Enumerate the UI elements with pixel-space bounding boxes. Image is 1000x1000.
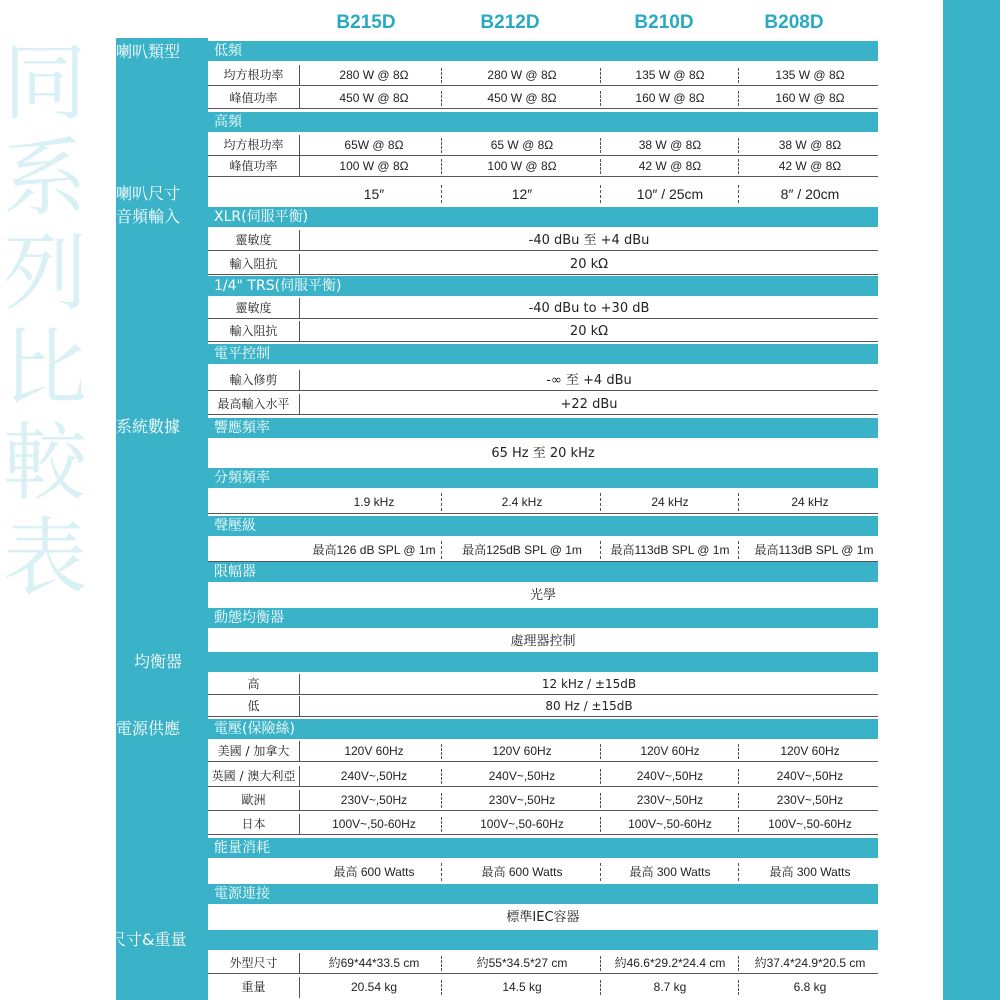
section-crossover: 分頻頻率 [208, 468, 878, 488]
column-divider [600, 793, 601, 808]
cell: 20 kΩ [569, 257, 609, 272]
table-row [208, 88, 878, 109]
section-voltage: 電壓(保險絲) [208, 719, 878, 739]
cell: 230V~,50Hz [340, 793, 408, 807]
cell: 2.4 kHz [501, 495, 543, 509]
column-divider [441, 956, 442, 971]
row-label-uk: 英國 / 澳大利亞 [208, 766, 300, 787]
table-row [208, 230, 878, 251]
table-row [208, 860, 878, 884]
cell: 100 W @ 8Ω [487, 159, 557, 173]
side-title-char: 比 [2, 319, 87, 417]
column-divider [441, 863, 442, 881]
row-label-peak: 峰值功率 [208, 156, 300, 177]
table-row [208, 490, 878, 514]
section-trs: 1/4" TRS(伺服平衡) [208, 276, 878, 296]
cell: 處理器控制 [510, 634, 576, 649]
column-divider [600, 493, 601, 511]
table-row [208, 906, 878, 930]
cell: 100V~,50-60Hz [332, 817, 416, 831]
side-title-char: 系 [2, 129, 87, 227]
section-low-frequency: 低頻 [208, 41, 878, 61]
column-divider [441, 541, 442, 559]
row-label-eq-low: 低 [208, 696, 300, 717]
table-row [208, 584, 878, 608]
cell: 240V~,50Hz [636, 769, 704, 783]
table-row-size [208, 182, 878, 206]
row-label-rms: 均方根功率 [208, 65, 300, 86]
row-divider [208, 513, 878, 514]
row-divider [208, 716, 878, 717]
cell: 8.7 kg [653, 980, 687, 994]
column-divider [738, 769, 739, 784]
column-divider [738, 956, 739, 971]
section-high-frequency: 高頻 [208, 112, 878, 132]
cell: 最高 300 Watts [769, 865, 851, 879]
column-divider [600, 980, 601, 995]
row-divider [208, 694, 878, 695]
cell: 230V~,50Hz [636, 793, 704, 807]
row-divider [208, 810, 878, 811]
cell: 100V~,50-60Hz [768, 817, 852, 831]
side-title-char: 列 [2, 224, 87, 322]
column-divider [738, 817, 739, 832]
cell: 450 W @ 8Ω [487, 91, 557, 105]
model-header-b212d: B212D [480, 12, 540, 33]
section-power-connection: 電源連接 [208, 884, 878, 904]
cell: 最高 300 Watts [629, 865, 711, 879]
cell: 230V~,50Hz [488, 793, 556, 807]
column-divider [441, 185, 442, 203]
row-label-sensitivity: 靈敏度 [208, 298, 300, 319]
column-divider [738, 493, 739, 511]
column-divider [738, 68, 739, 83]
column-divider [738, 138, 739, 153]
column-divider [600, 138, 601, 153]
cell: 標準IEC容器 [506, 910, 580, 925]
row-label-europe: 歐洲 [208, 790, 300, 811]
cell: 38 W @ 8Ω [778, 138, 842, 152]
side-title-char: 同 [2, 34, 87, 132]
column-divider [600, 68, 601, 83]
cell: 14.5 kg [502, 980, 542, 994]
row-label-japan: 日本 [208, 814, 300, 835]
cell: 38 W @ 8Ω [638, 138, 702, 152]
section-power-consumption: 能量消耗 [208, 838, 878, 858]
cell: 80 Hz / ±15dB [545, 699, 633, 713]
row-divider [208, 85, 878, 86]
section-limiter: 限幅器 [208, 562, 878, 582]
cell: 42 W @ 8Ω [778, 159, 842, 173]
section-dynamic-eq: 動態均衡器 [208, 608, 878, 628]
table-row [208, 538, 878, 562]
column-divider [441, 68, 442, 83]
cell: 最高 600 Watts [481, 865, 563, 879]
side-title [0, 36, 90, 606]
cell: 約37.4*24.9*20.5 cm [754, 956, 866, 970]
column-divider [600, 817, 601, 832]
cell: 120V 60Hz [780, 744, 840, 758]
cell: 135 W @ 8Ω [635, 68, 705, 82]
cell: 65 Hz 至 20 kHz [491, 446, 595, 461]
row-divider [208, 973, 878, 974]
section-xlr: XLR(伺服平衡) [208, 207, 878, 227]
row-divider [208, 761, 878, 762]
cell: 120V 60Hz [640, 744, 700, 758]
cell: 24 kHz [791, 495, 829, 509]
category-system-data: 系統數據 [116, 417, 181, 436]
side-title-char: 表 [2, 509, 87, 607]
column-divider [441, 817, 442, 832]
row-label-impedance: 輸入阻抗 [208, 321, 300, 342]
row-label-dimensions: 外型尺寸 [208, 953, 300, 974]
column-divider [738, 980, 739, 995]
row-label-eq-high: 高 [208, 674, 300, 695]
table-row [208, 254, 878, 275]
table-row [208, 321, 878, 342]
row-divider [208, 786, 878, 787]
category-speaker-type: 喇叭類型 [116, 42, 181, 61]
cell: 10″ / 25cm [636, 186, 704, 202]
column-divider [738, 159, 739, 174]
column-divider [441, 159, 442, 174]
side-title-char: 較 [2, 414, 87, 512]
row-label-max-input: 最高輸入水平 [208, 394, 300, 415]
category-speaker-size: 喇叭尺寸 [116, 184, 181, 203]
cell: 100V~,50-60Hz [480, 817, 564, 831]
right-accent-strip [943, 0, 1000, 1000]
row-divider [208, 390, 878, 391]
cell: 約55*34.5*27 cm [476, 956, 568, 970]
table-row [208, 135, 878, 156]
cell: 280 W @ 8Ω [339, 68, 409, 82]
model-header-b208d: B208D [764, 12, 824, 33]
cell: -∞ 至 +4 dBu [546, 373, 632, 388]
column-divider [738, 541, 739, 559]
cell: 12 kHz / ±15dB [541, 677, 637, 691]
table-row [208, 156, 878, 177]
table-row [208, 674, 878, 695]
column-divider [738, 793, 739, 808]
table-row [208, 766, 878, 787]
section-spl: 聲壓級 [208, 516, 878, 536]
table-row [208, 440, 878, 468]
cell: -40 dBu to +30 dB [528, 301, 650, 316]
cell: 15″ [363, 186, 385, 202]
cell: 1.9 kHz [353, 495, 395, 509]
cell: 8″ / 20cm [780, 186, 840, 202]
table-row [208, 977, 878, 998]
cell: 最高113dB SPL @ 1m [610, 543, 730, 557]
table-row [208, 953, 878, 974]
cell: 100V~,50-60Hz [628, 817, 712, 831]
cell: 24 kHz [651, 495, 689, 509]
cell: 135 W @ 8Ω [775, 68, 845, 82]
column-divider [600, 91, 601, 106]
cell: 450 W @ 8Ω [339, 91, 409, 105]
column-divider [738, 91, 739, 106]
section-frequency-response: 響應頻率 [208, 418, 878, 438]
cell: 光學 [529, 588, 556, 603]
cell: 280 W @ 8Ω [487, 68, 557, 82]
column-divider [600, 185, 601, 203]
column-divider [441, 793, 442, 808]
row-label-peak: 峰值功率 [208, 88, 300, 109]
cell: 65 W @ 8Ω [490, 138, 554, 152]
row-divider [208, 341, 878, 342]
category-size-weight: 尺寸&重量 [110, 930, 187, 949]
cell: 20 kΩ [569, 324, 609, 339]
table-row [208, 298, 878, 319]
section-equalizer-band [208, 652, 878, 672]
cell: 最高125dB SPL @ 1m [462, 543, 582, 557]
cell: 230V~,50Hz [776, 793, 844, 807]
table-row [208, 814, 878, 835]
column-divider [441, 744, 442, 759]
row-divider [208, 250, 878, 251]
cell: 120V 60Hz [492, 744, 552, 758]
category-column [116, 38, 208, 1000]
column-divider [441, 980, 442, 995]
row-divider [208, 274, 878, 275]
column-divider [600, 956, 601, 971]
cell: 100 W @ 8Ω [339, 159, 409, 173]
cell: 240V~,50Hz [340, 769, 408, 783]
row-label-input-trim: 輸入修剪 [208, 370, 300, 391]
cell: 65W @ 8Ω [344, 138, 404, 152]
table-row [208, 370, 878, 391]
cell: 160 W @ 8Ω [635, 91, 705, 105]
column-divider [738, 863, 739, 881]
cell: 最高 600 Watts [333, 865, 415, 879]
column-divider [600, 744, 601, 759]
row-divider [208, 176, 878, 177]
section-size-weight-band [208, 930, 878, 950]
cell: 42 W @ 8Ω [638, 159, 702, 173]
cell: 最高126 dB SPL @ 1m [312, 543, 436, 557]
row-label-usa: 美國 / 加拿大 [208, 741, 300, 762]
category-audio-input: 音頻輸入 [116, 207, 181, 226]
row-label-rms: 均方根功率 [208, 135, 300, 156]
category-power-supply: 電源供應 [116, 719, 181, 738]
row-divider [208, 318, 878, 319]
row-divider [208, 834, 878, 835]
column-divider [600, 541, 601, 559]
column-divider [441, 493, 442, 511]
table-row [208, 790, 878, 811]
row-label-weight: 重量 [208, 977, 300, 998]
cell: 6.8 kg [793, 980, 827, 994]
cell: 12″ [511, 186, 533, 202]
model-header-b215d: B215D [336, 12, 396, 33]
section-level-control: 電平控制 [208, 344, 878, 364]
column-divider [600, 769, 601, 784]
row-divider [208, 414, 878, 415]
row-divider [208, 108, 878, 109]
column-divider [600, 863, 601, 881]
table-row [208, 696, 878, 717]
model-header-b210d: B210D [634, 12, 694, 33]
table-row [208, 630, 878, 654]
cell: 約69*44*33.5 cm [328, 956, 420, 970]
cell: 120V 60Hz [344, 744, 404, 758]
cell: 20.54 kg [350, 980, 398, 994]
cell: 160 W @ 8Ω [775, 91, 845, 105]
row-label-impedance: 輸入阻抗 [208, 254, 300, 275]
table-row [208, 741, 878, 762]
table-row [208, 65, 878, 86]
cell: +22 dBu [560, 397, 618, 412]
column-divider [441, 91, 442, 106]
cell: -40 dBu 至 +4 dBu [528, 233, 650, 248]
cell: 約46.6*29.2*24.4 cm [614, 956, 726, 970]
table-row [208, 394, 878, 415]
cell: 240V~,50Hz [488, 769, 556, 783]
column-divider [738, 185, 739, 203]
cell: 240V~,50Hz [776, 769, 844, 783]
column-divider [600, 159, 601, 174]
cell: 最高113dB SPL @ 1m [754, 543, 874, 557]
column-divider [738, 744, 739, 759]
column-divider [441, 769, 442, 784]
column-divider [441, 138, 442, 153]
row-label-sensitivity: 靈敏度 [208, 230, 300, 251]
category-equalizer: 均衡器 [134, 652, 183, 671]
